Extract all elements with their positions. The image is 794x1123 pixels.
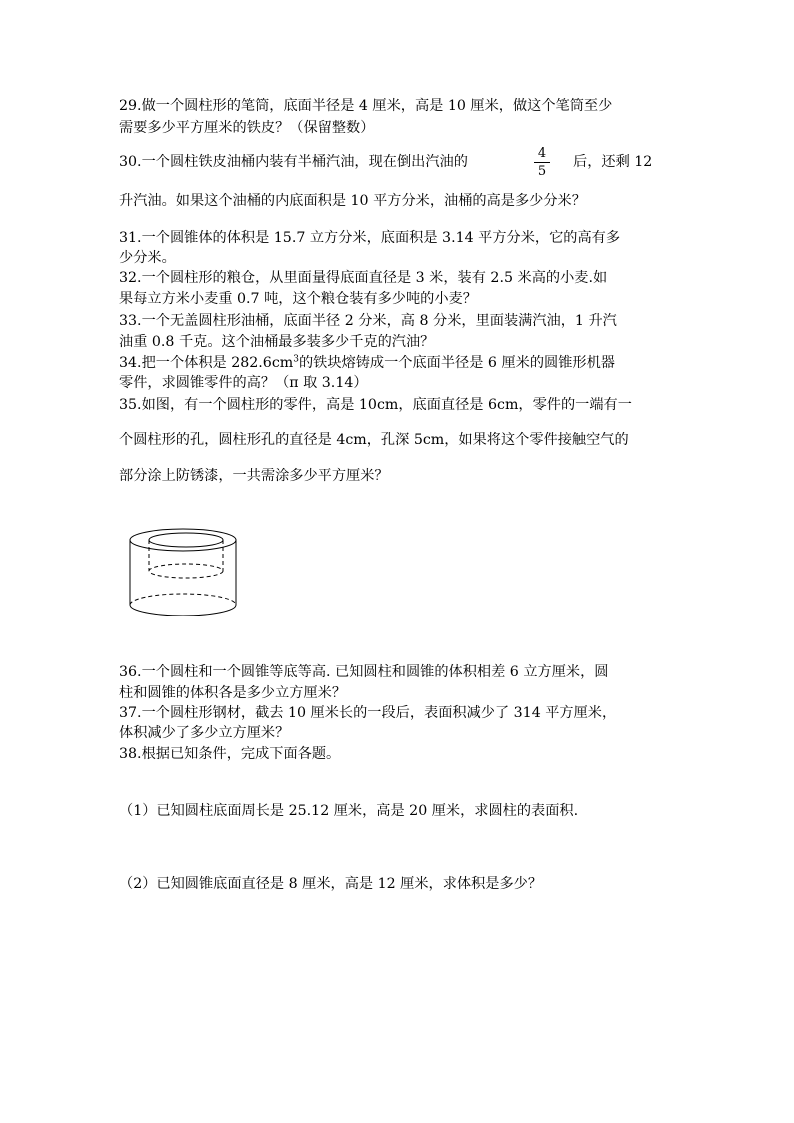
outer-top-ellipse <box>130 529 236 551</box>
fraction-four-fifths <box>534 146 550 179</box>
problem-31-line-2: 少分米。 <box>119 250 176 266</box>
problem-38-sub-1: （1）已知圆柱底面周长是 25.12 厘米，高是 20 厘米，求圆柱的表面积. <box>119 803 579 819</box>
problem-36-line-2: 柱和圆锥的体积各是多少立方厘米？ <box>119 685 347 701</box>
hole-bottom-ellipse <box>149 564 223 578</box>
problem-36-line-1: 36.一个圆柱和一个圆锥等底等高. 已知圆柱和圆锥的体积相差 6 立方厘米，圆 <box>119 664 609 680</box>
problem-29-line-2: 需要多少平方厘米的铁皮？（保留整数） <box>119 120 375 136</box>
fraction-numerator: 4 <box>537 146 547 161</box>
outer-bottom-back <box>130 594 236 605</box>
cubic-superscript: 3 <box>293 354 299 365</box>
problem-30-line-2: 升汽油。如果这个油桶的内底面积是 10 平方分米，油桶的高是多少分米？ <box>119 193 586 209</box>
problem-37-line-2: 体积减少了多少立方厘米？ <box>119 725 290 741</box>
problem-30-line-1a: 30.一个圆柱铁皮油桶内装有半桶汽油，现在倒出汽油的 <box>119 154 468 170</box>
problem-31-line-1: 31.一个圆锥体的体积是 15.7 立方分米，底面积是 3.14 平方分米，它的高有多 <box>119 230 621 246</box>
outer-bottom-front <box>130 605 236 616</box>
problem-34-line-1a: 34.把一个体积是 282.6cm <box>119 355 294 371</box>
cylinder-with-hole-figure <box>128 524 244 616</box>
fraction-bar <box>534 162 550 163</box>
problem-38-sub-2: （2）已知圆锥底面直径是 8 厘米，高是 12 厘米，求体积是多少？ <box>119 876 543 892</box>
problem-33-line-2: 油重 0.8 千克。这个油桶最多装多少千克的汽油？ <box>119 334 435 350</box>
problem-35-line-2: 个圆柱形的孔，圆柱形孔的直径是 4cm，孔深 5cm，如果将这个零件接触空气的 <box>119 432 629 448</box>
problem-32-line-2: 果每立方米小麦重 0.7 吨，这个粮仓装有多少吨的小麦？ <box>119 291 477 307</box>
problem-34-line-1 <box>119 353 615 373</box>
problem-34-line-1b: 的铁块熔铸成一个底面半径是 6 厘米的圆锥形机器 <box>298 355 615 371</box>
problem-38-line-1: 38.根据已知条件，完成下面各题。 <box>119 746 341 762</box>
inner-top-ellipse <box>149 533 223 547</box>
problem-35-line-3: 部分涂上防锈漆，一共需涂多少平方厘米？ <box>119 468 389 484</box>
problem-29-line-1: 29.做一个圆柱形的笔筒，底面半径是 4 厘米，高是 10 厘米，做这个笔筒至少 <box>119 98 613 114</box>
problem-32-line-1: 32.一个圆柱形的粮仓，从里面量得底面直径是 3 米，装有 2.5 米高的小麦.如 <box>119 270 608 286</box>
problem-34-line-2: 零件，求圆锥零件的高？（π 取 3.14） <box>119 375 368 391</box>
problem-33-line-1: 33.一个无盖圆柱形油桶，底面半径 2 分米，高 8 分米，里面装满汽油，1 升汽 <box>119 313 617 329</box>
problem-35-line-1: 35.如图，有一个圆柱形的零件，高是 10cm，底面直径是 6cm，零件的一端有一 <box>119 397 632 413</box>
problem-30-line-1b: 后，还剩 12 <box>573 154 653 170</box>
problem-37-line-1: 37.一个圆柱形钢材，截去 10 厘米长的一段后，表面积减少了 314 平方厘米， <box>119 705 617 721</box>
fraction-denominator: 5 <box>537 164 547 179</box>
